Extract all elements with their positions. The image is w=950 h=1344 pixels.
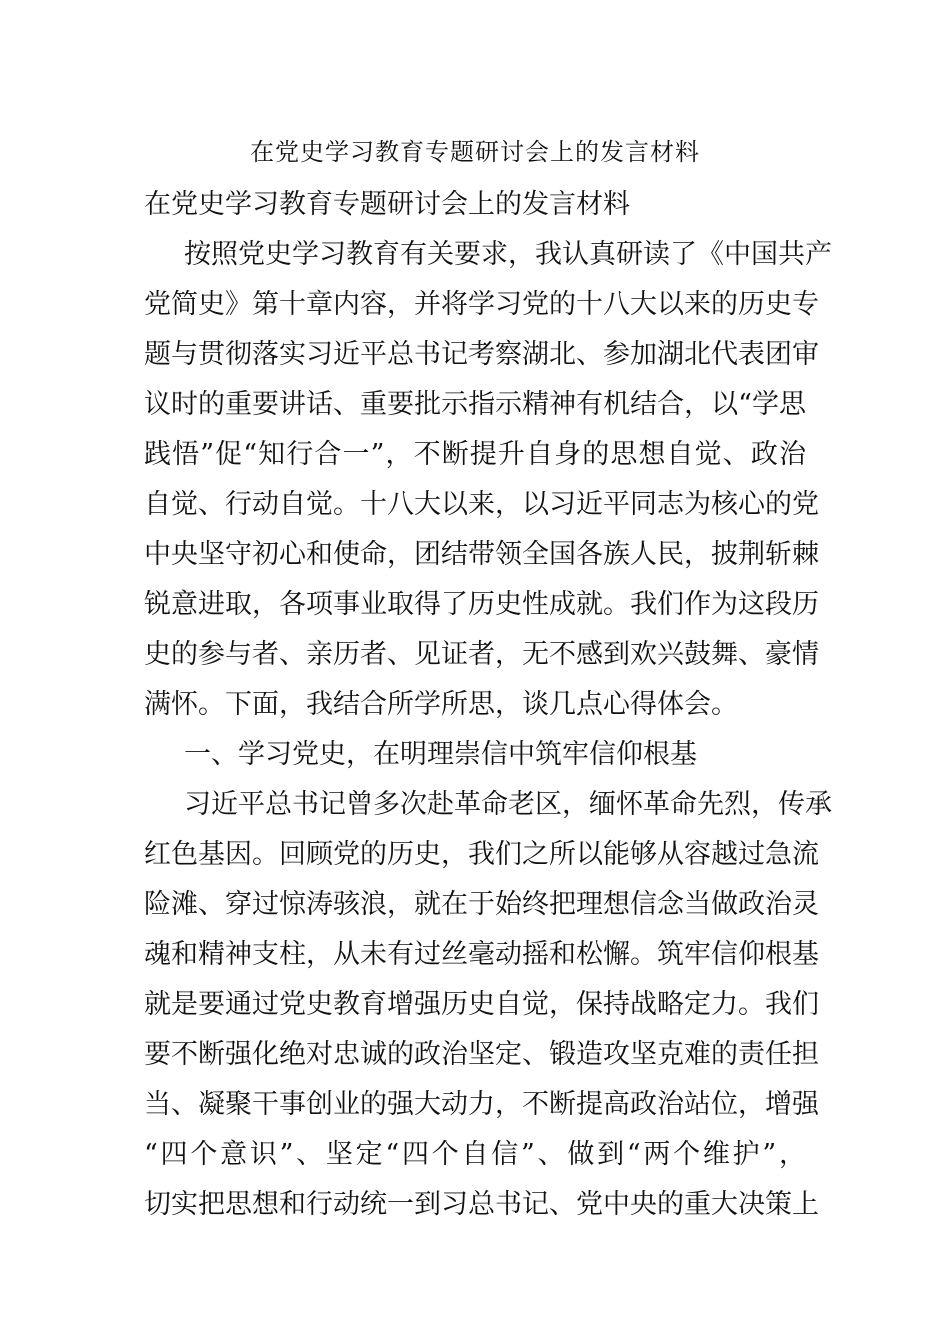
paragraph-line: 锐意进取，各项事业取得了历史性成就。我们作为这段历: [144, 589, 819, 620]
paragraph-line: 满怀。下面，我结合所学所思，谈几点心得体会。: [144, 689, 738, 720]
paragraph-line: 切实把思想和行动统一到习总书记、党中央的重大决策上: [144, 1189, 819, 1220]
paragraph-line: 险滩、穿过惊涛骇浪，就在于始终把理想信念当做政治灵: [144, 889, 819, 920]
paragraph-line: 议时的重要讲话、重要批示指示精神有机结合，以“学思: [144, 389, 806, 420]
paragraph-line: 按照党史学习教育有关要求，我认真研读了《中国共产: [184, 239, 832, 270]
section-heading: 一、学习党史，在明理崇信中筑牢信仰根基: [184, 739, 697, 770]
paragraph-line: 中央坚守初心和使命，团结带领全国各族人民，披荆斩棘: [144, 539, 819, 570]
paragraph-line: 自觉、行动自觉。十八大以来，以习近平同志为核心的党: [144, 489, 819, 520]
paragraph-line: 当、凝聚干事创业的强大动力，不断提高政治站位，增强: [144, 1089, 819, 1120]
subtitle-line: 在党史学习教育专题研讨会上的发言材料: [144, 189, 630, 220]
paragraph-line: 就是要通过党史教育增强历史自觉，保持战略定力。我们: [144, 989, 819, 1020]
paragraph-line: 红色基因。回顾党的历史，我们之所以能够从容越过急流: [144, 839, 819, 870]
document-title: 在党史学习教育专题研讨会上的发言材料: [250, 138, 700, 166]
paragraph-line: 魂和精神支柱，从未有过丝毫动摇和松懈。筑牢信仰根基: [144, 939, 819, 970]
paragraph-line: 史的参与者、亲历者、见证者，无不感到欢兴鼓舞、豪情: [144, 639, 819, 670]
document-body: [144, 180, 832, 1230]
paragraph-line: 党简史》第十章内容，并将学习党的十八大以来的历史专: [144, 289, 819, 320]
paragraph-line: 要不断强化绝对忠诚的政治坚定、锻造攻坚克难的责任担: [144, 1039, 819, 1070]
paragraph-line: “四个意识”、坚定“四个自信”、做到“两个维护”，: [144, 1139, 806, 1170]
paragraph-line: 践悟”促“知行合一”，不断提升自身的思想自觉、政治: [144, 439, 806, 470]
paragraph-line: 习近平总书记曾多次赴革命老区，缅怀革命先烈，传承: [184, 789, 832, 820]
paragraph-line: 题与贯彻落实习近平总书记考察湖北、参加湖北代表团审: [144, 339, 819, 370]
